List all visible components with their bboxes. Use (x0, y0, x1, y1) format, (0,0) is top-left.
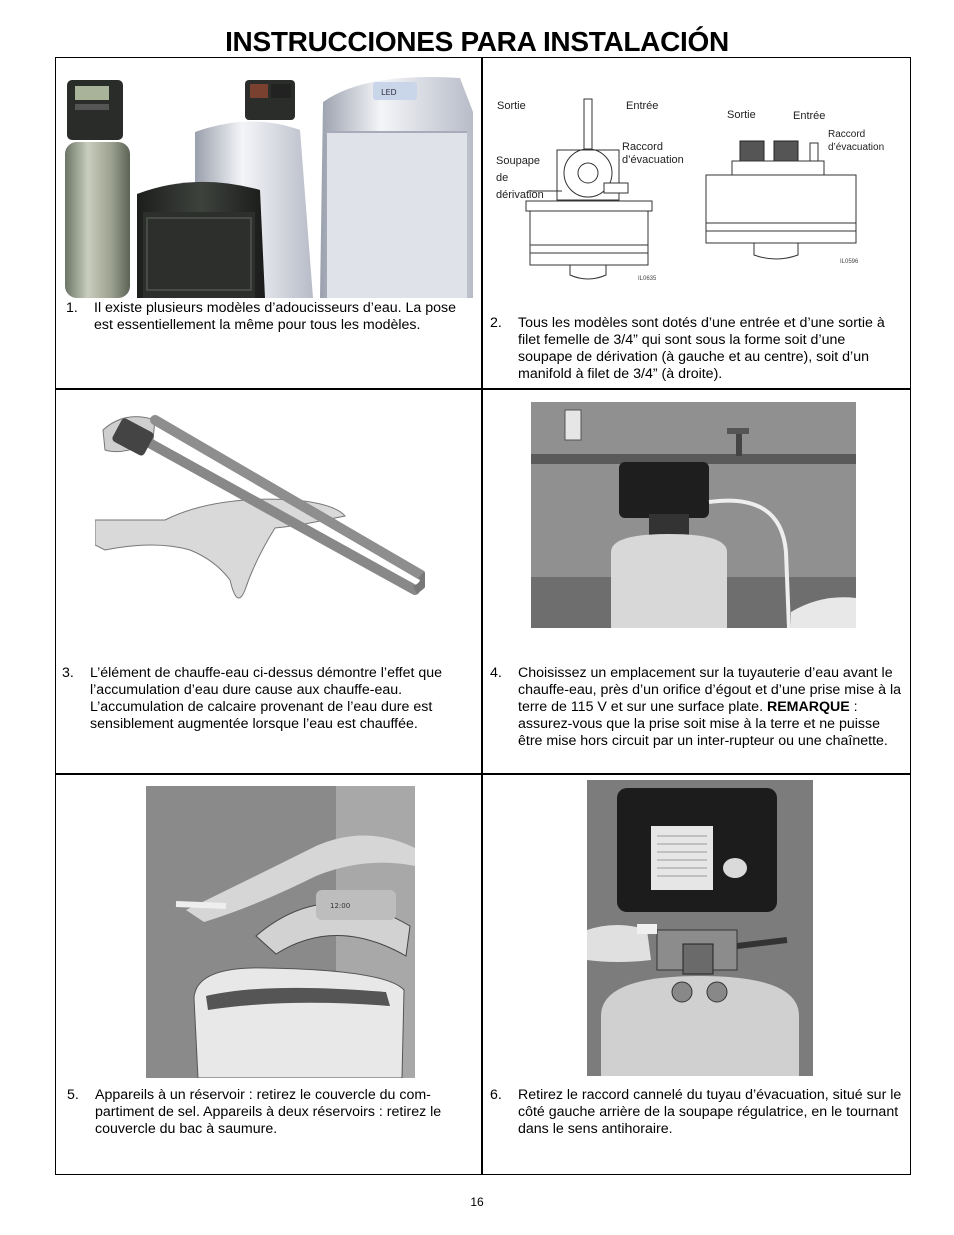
diagram-left-drain-label: Raccord d’évacuation (622, 141, 684, 166)
step-5-caption: 5. Appareils à un réservoir : retirez le couvercle du com-partiment de sel. Appareils à deux réservoirs : retirez le couvercle du bac à saumure. (67, 1087, 442, 1137)
step-4-remark-label: REMARQUE (766, 699, 850, 715)
diagram-right-outlet-label: Sortie (727, 109, 756, 121)
grid-divider-row-2 (55, 773, 911, 775)
diagram-right-code: IL0596 (840, 259, 859, 265)
diagram-left-inlet-label: Entrée (626, 100, 659, 112)
grid-divider-row-1 (55, 388, 911, 390)
diagram-right-inlet-label: Entrée (793, 110, 826, 122)
diagram-left-outlet-label: Sortie (497, 100, 526, 112)
grid-divider-vertical (481, 57, 483, 1175)
step-4-text-main: Choisissez un emplacement sur la tuyauterie d’eau avant le chauffe-eau, près d’un orifice d’égout et d’une prise mise à la terre de 115 V et sur une surface plate. (518, 665, 902, 715)
heater-element-photo (95, 400, 425, 612)
plumbing-location-photo (531, 402, 856, 628)
drain-fitting-removal-photo (587, 780, 813, 1076)
diagram-right-drain-label: Raccord d’évacuation (828, 129, 885, 153)
step-4-caption: 4. Choisissez un emplacement sur la tuyauterie d’eau avant le chauffe-eau, près d’un orifice d’égout et d’une prise mise à la terre de 115 V et sur une surface plate. REMARQUE : assurez-vous que la prise soit mise à la terre et ne puisse être mise hors circuit par un inter-rupteur ou une chaînette. (490, 665, 902, 749)
step-1-caption: 1. Il existe plusieurs modèles d’adoucisseurs d’eau. La pose est essentiellement la même pour tous les modèles. (66, 300, 456, 333)
softener-models-photo (65, 72, 473, 298)
step-3-caption: 3. L’élément de chauffe-eau ci-dessus démontre l’effet que l’accumulation d’eau dure cause aux chauffe-eau. L’accumulation de calcaire provenant de l’eau dure est sensiblement augmentée lorsque l’eau est chauffée. (62, 665, 443, 732)
controller-display-text: 12:00 (330, 902, 351, 910)
salt-lid-removal-photo (146, 786, 415, 1078)
page-number: 16 (470, 1195, 484, 1209)
page-title: INSTRUCCIONES PARA INSTALACIÓN (225, 26, 729, 57)
console-display-text: LED (381, 88, 397, 97)
step-6-caption: 6. Retirez le raccord cannelé du tuyau d’évacuation, situé sur le côté gauche arrière de la soupape régulatrice, en le tournant dans le sens antihoraire. (490, 1087, 902, 1137)
diagram-left-bypass-label: Soupape de dérivation (496, 155, 544, 201)
step-2-caption: 2. Tous les modèles sont dotés d’une entrée et d’une sortie à filet femelle de 3/4” qui sont sous la forme soit d’une soupape de dérivation (à gauche et au centre), soit d’un manifold à filet de 3/4” (à droite). (490, 315, 885, 382)
diagram-left-code: IL0635 (638, 276, 657, 282)
step-4-remark-text: : assurez-vous que la prise soit mise à la terre et ne puisse être mise hors circuit par un inter-rupteur ou une chaînette. (518, 699, 888, 749)
